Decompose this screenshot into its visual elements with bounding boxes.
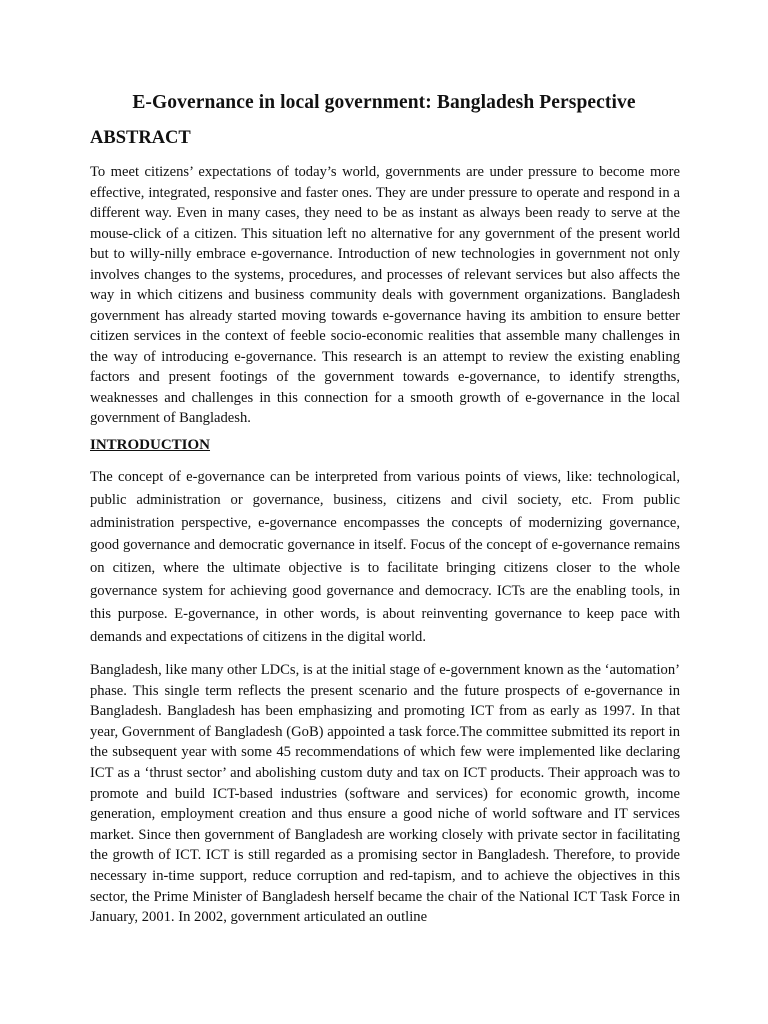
introduction-heading: INTRODUCTION — [90, 437, 211, 453]
introduction-paragraph-2: Bangladesh, like many other LDCs, is at the initial stage of e-government known as the ‘automation’ phase. This single term reflects the present scenario and the future prospects of e-governance in Bangladesh. Bangladesh has been emphasizing and promoting ICT from as early as 1997. In that year, Government of Bangladesh (GoB) appointed a task force.The committee submitted its report in the subsequent year with some 45 recommendations of which few were implemented like declaring ICT as a ‘thrust sector’ and abolishing custom duty and tax on ICT products. Their approach was to promote and build ICT-based industries (software and services) for economic growth, income generation, employment creation and thus ensure a good niche of world software and IT services market. Since then government of Bangladesh are working closely with private sector in facilitating the growth of ICT. ICT is still regarded as a promising sector in Bangladesh. Therefore, to provide necessary in-time support, reduce corruption and red-tapism, and to achieve the objectives in this sector, the Prime Minister of Bangladesh herself became the chair of the National ICT Task Force in January, 2001. In 2002, government articulated an outline — [90, 662, 680, 926]
document-title: E-Governance in local government: Bangladesh Perspective — [132, 92, 636, 113]
abstract-paragraph: To meet citizens’ expectations of today’s world, governments are under pressure to become more effective, integrated, responsive and faster ones. They are under pressure to operate and respond in a different way. Even in many cases, they need to be as instant as always been ready to serve at the mouse-click of a citizen. This situation left no alternative for any government of the present world but to willy-nilly embrace e-governance. Introduction of new technologies in government not only involves changes to the systems, procedures, and processes of relevant services but also affects the way in which citizens and business community deals with government organizations. Bangladesh government has already started moving towards e-governance having its ambition to ensure better citizen services in the context of feeble socio-economic realities that assemble many challenges in the way of introducing e-governance. This research is an attempt to review the existing enabling factors and present footings of the government towards e-governance, to identify strengths, weaknesses and challenges in this connection for a smooth growth of e-governance in the local government of Bangladesh. — [90, 164, 680, 426]
introduction-paragraph-1: The concept of e-governance can be interpreted from various points of views, like: technological, public administration or governance, business, citizens and civil society, etc. From public administration perspective, e-governance encompasses the concepts of modernizing governance, good governance and democratic governance in itself. Focus of the concept of e-governance remains on citizen, where the ultimate objective is to facilitate bringing citizens closer to the whole governance system for achieving good governance and democracy. ICTs are the enabling tools, in this purpose. E-governance, in other words, is about reinventing governance to keep pace with demands and expectations of citizens in the digital world. — [90, 469, 680, 645]
abstract-heading: ABSTRACT — [90, 128, 191, 148]
